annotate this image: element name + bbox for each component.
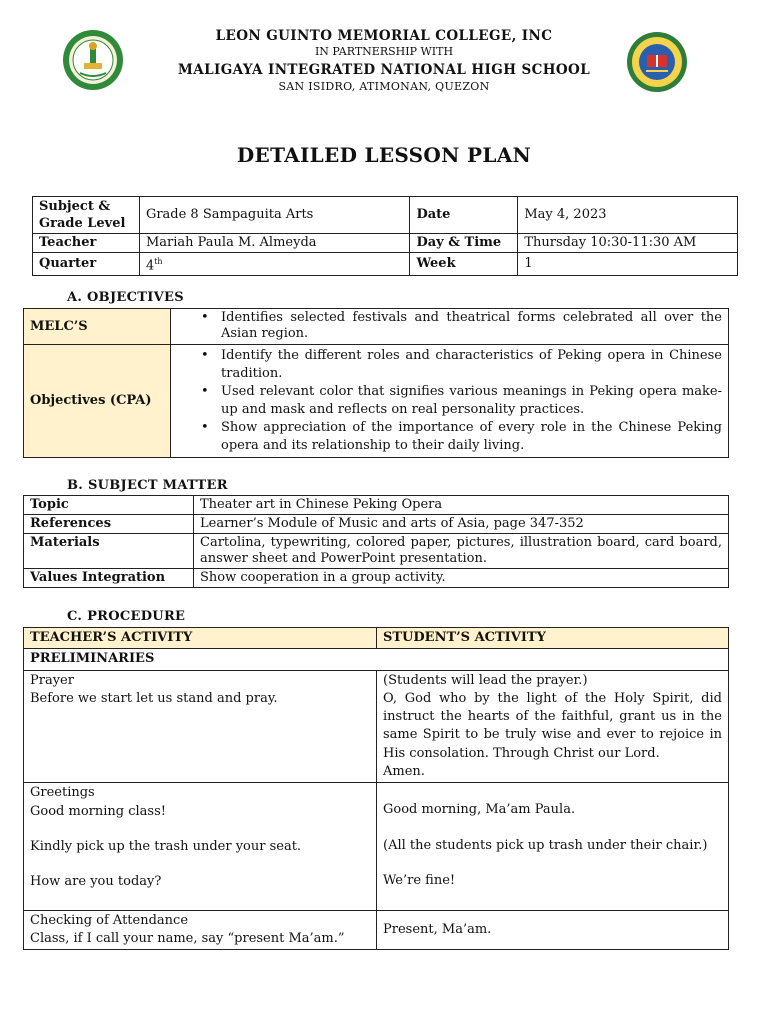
quarter-label: Quarter [33,253,140,276]
how-are-you: How are you today? [30,874,162,890]
subject-grade-label [33,197,140,234]
teacher-label: Teacher [33,234,140,253]
values-integration-label: Values Integration [24,569,194,588]
materials-label: Materials [24,534,194,569]
week-value: 1 [518,253,738,276]
melc-item: • Identifies selected festivals and theatrical forms celebrated all over the Asian region. [177,310,722,342]
procedure-table [23,627,729,950]
partnership-line: IN PARTNERSHIP WITH [314,45,454,58]
subject-label-part1: Subject & [39,199,111,214]
greetings-line: Good morning class! [30,803,166,819]
objective-item: • Used relevant color that signifies various meanings in Peking opera make-up and mask and reflects on real personality practices. [177,383,722,419]
melc-cell [171,309,729,345]
subject-matter-table [23,495,729,588]
trash-instruction: Kindly pick up the trash under your seat. [30,838,302,854]
college-name: LEON GUINTO MEMORIAL COLLEGE, INC [215,28,553,44]
info-table [32,196,738,276]
melc-list [177,310,722,342]
objectives-cpa-list [177,347,722,455]
document-title: DETAILED LESSON PLAN [236,143,532,167]
week-label: Week [410,253,518,276]
subject-grade-value: Grade 8 Sampaguita Arts [139,197,410,234]
materials-value: Cartolina, typewriting, colored paper, pictures, illustration board, card board, answer sheet and PowerPoint presentation. [194,534,729,569]
greetings-student-cell [377,783,729,910]
prayer-amen: Amen. [383,764,425,780]
prayer-label: Prayer [30,672,74,688]
attendance-student-cell [377,910,729,950]
teacher-activity-header: TEACHER’S ACTIVITY [24,628,377,649]
procedure-heading: C. PROCEDURE [67,609,186,624]
objectives-heading: A. OBJECTIVES [67,290,184,305]
school-address: SAN ISIDRO, ATIMONAN, QUEZON [278,80,490,93]
melc-label: MELC’S [24,309,171,345]
date-value: May 4, 2023 [518,197,738,234]
fine-response: We’re fine! [383,872,456,888]
prayer-student-cell [377,670,729,783]
attendance-label: Checking of Attendance [30,912,189,928]
student-activity-header: STUDENT’S ACTIVITY [377,628,729,649]
teacher-value: Mariah Paula M. Almeyda [139,234,410,253]
daytime-value: Thursday 10:30-11:30 AM [518,234,738,253]
quarter-number: 4 [145,258,155,274]
objectives-cpa-label: Objectives (CPA) [24,345,171,458]
objective-item: • Identify the different roles and characteristics of Peking opera in Chinese tradition. [177,347,722,383]
objectives-cpa-cell [171,345,729,458]
topic-label: Topic [24,496,194,515]
references-label: References [24,515,194,534]
prayer-teacher-cell [24,670,377,783]
objectives-table [23,308,729,458]
attendance-row [24,910,729,950]
attendance-teacher-cell [24,910,377,950]
greetings-label: Greetings [30,785,95,801]
date-label: Date [410,197,518,234]
topic-value: Theater art in Chinese Peking Opera [194,496,729,515]
preliminaries-row: PRELIMINARIES [24,649,729,670]
subject-label-part2: Grade Level [39,216,126,231]
prayer-student-note: (Students will lead the prayer.) [383,672,588,688]
references-value: Learner’s Module of Music and arts of Asia, page 347-352 [194,515,729,534]
values-integration-value: Show cooperation in a group activity. [194,569,729,588]
school-name: MALIGAYA INTEGRATED NATIONAL HIGH SCHOOL [177,62,591,78]
attendance-instruction: Class, if I call your name, say “present Ma’am.” [30,930,345,946]
prayer-instruction: Before we start let us stand and pray. [30,690,278,706]
greetings-row [24,783,729,910]
greetings-response: Good morning, Ma’am Paula. [383,802,576,818]
subject-matter-heading: B. SUBJECT MATTER [67,478,228,493]
quarter-value [139,253,410,276]
attendance-response: Present, Ma’am. [383,921,492,937]
prayer-text: O, God who by the light of the Holy Spirit, did instruct the hearts of the faithful, grant us in the same Spirit to be truly wise and ever to rejoice in His consolation. Through Christ our Lord. [383,690,722,761]
quarter-suffix: th [154,257,163,266]
greetings-teacher-cell [24,783,377,910]
trash-response: (All the students pick up trash under their chair.) [383,837,708,853]
daytime-label: Day & Time [410,234,518,253]
objective-item: • Show appreciation of the importance of every role in the Chinese Peking opera and its relationship to their daily living. [177,419,722,455]
prayer-row [24,670,729,783]
